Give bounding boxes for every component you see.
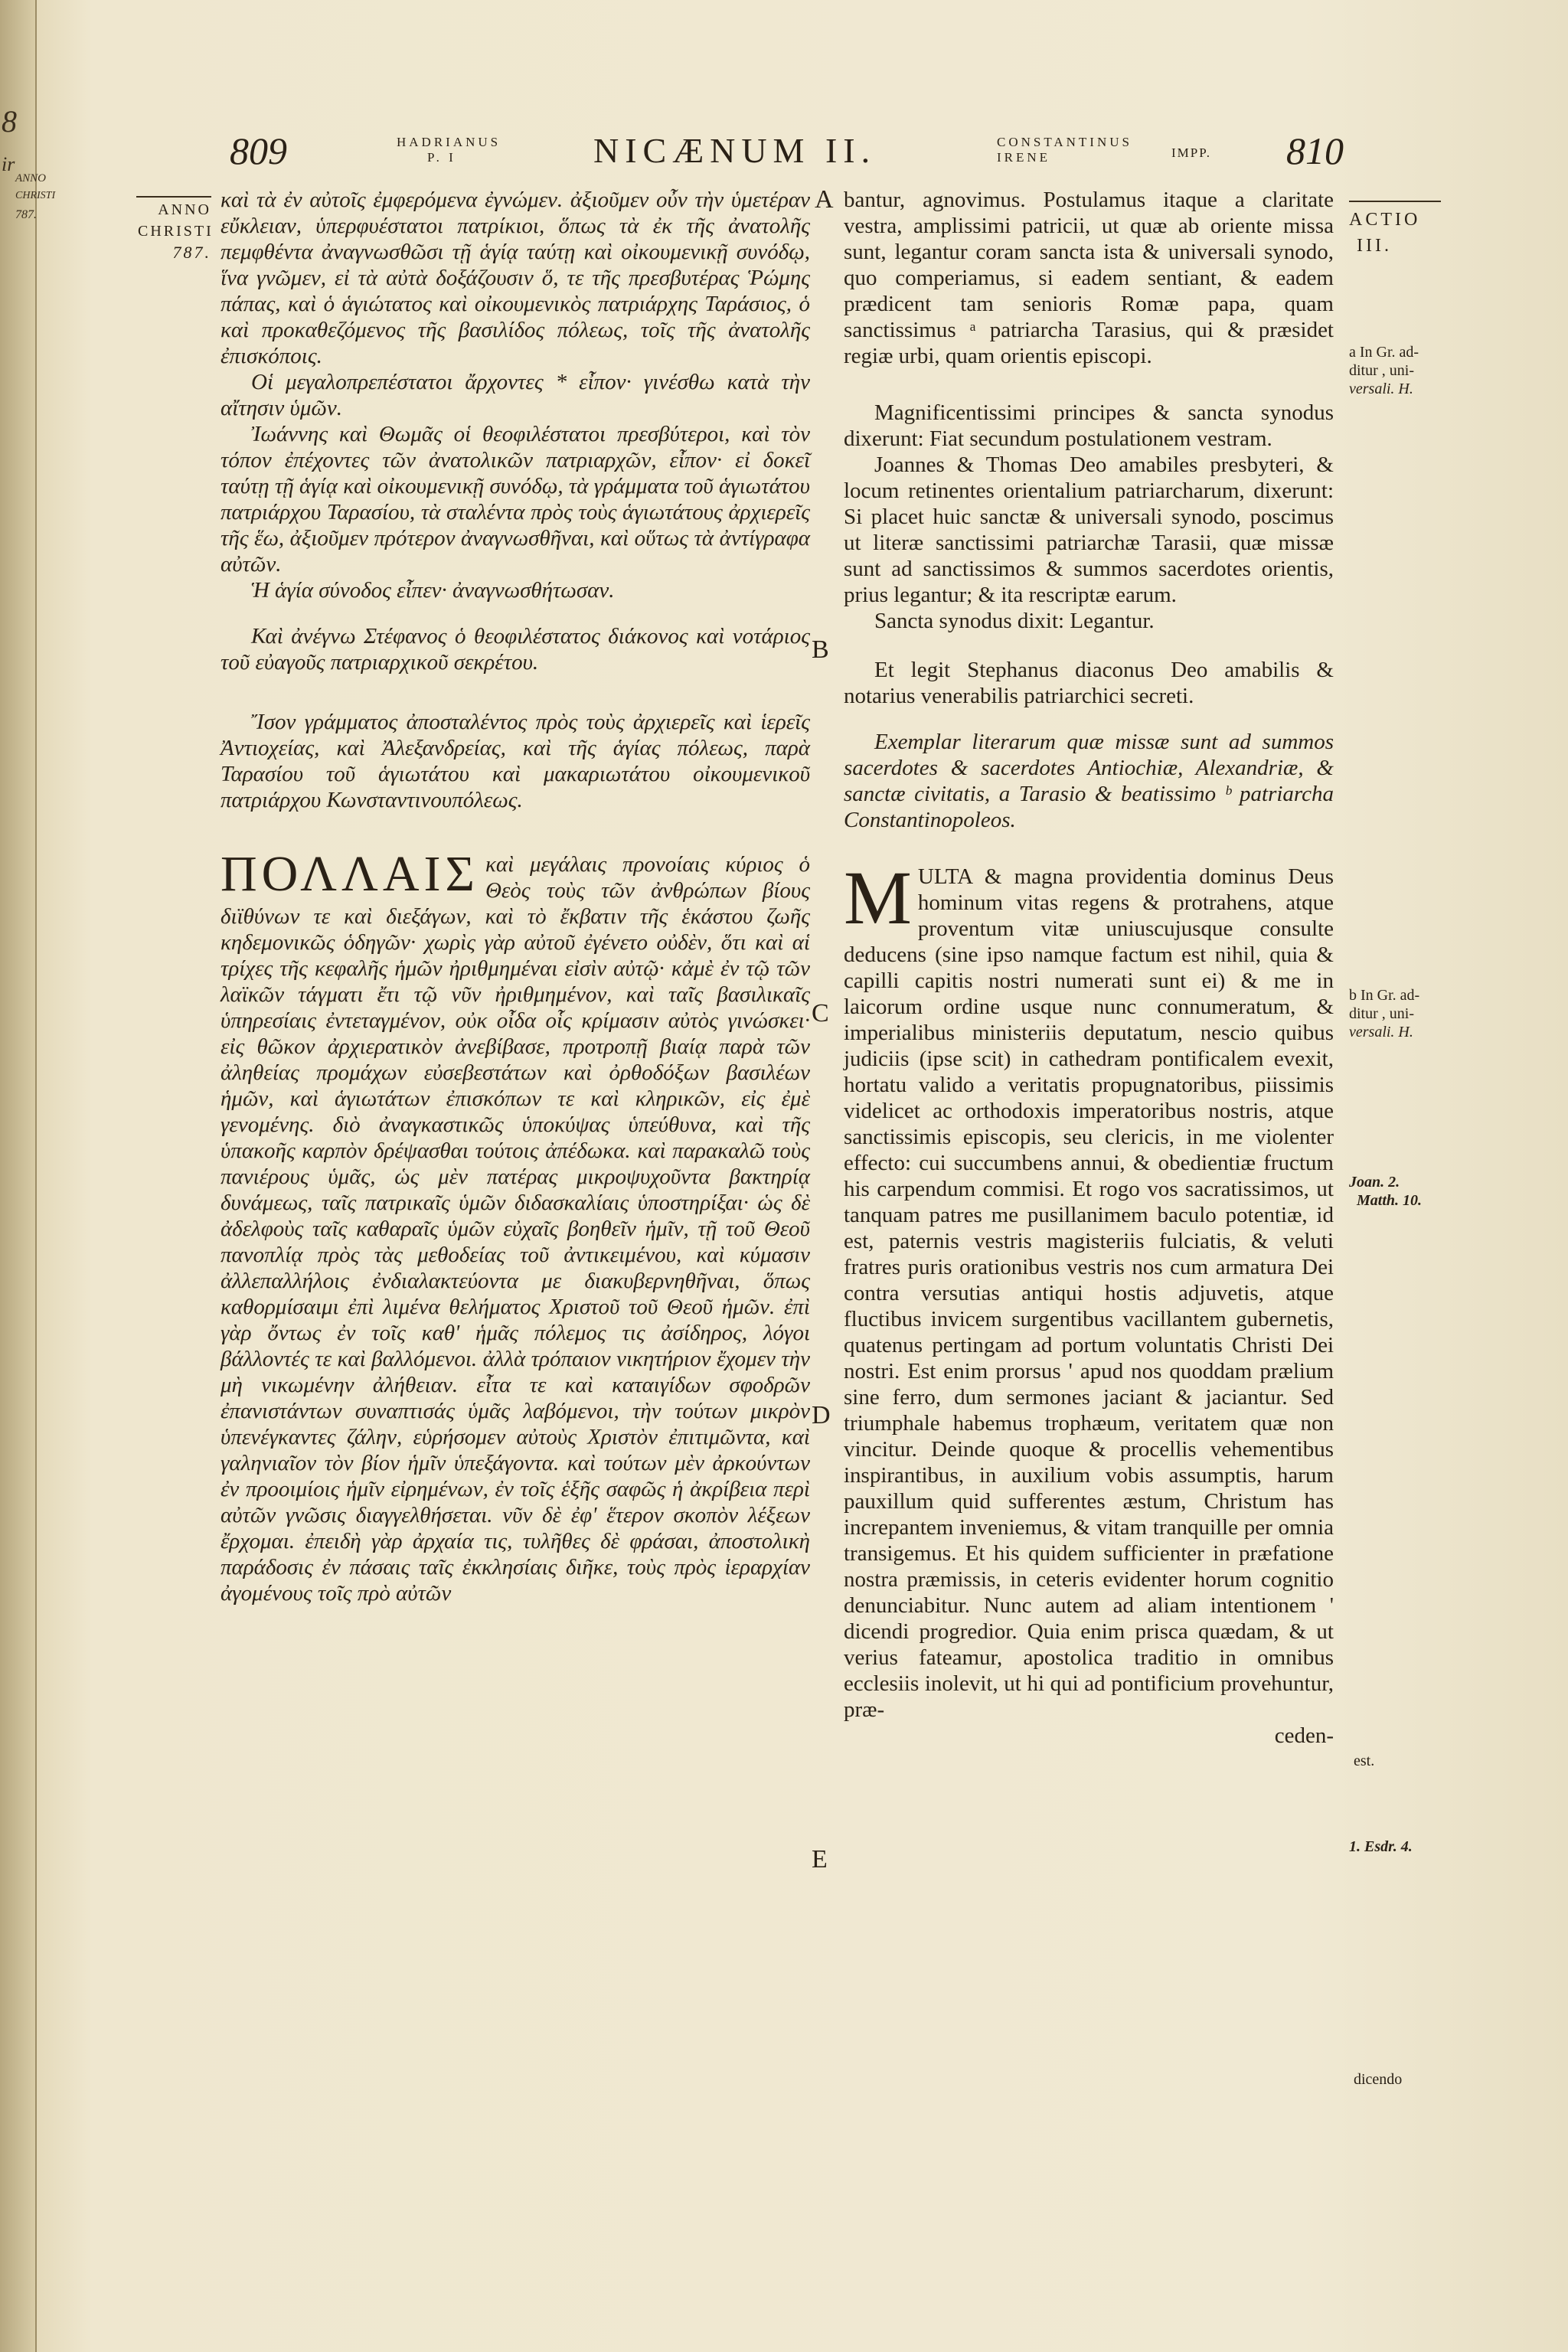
latin-paragraph-7 — [844, 855, 1334, 1723]
latin-paragraph-1: bantur, agnovimus. Postulamus itaque a claritate vestra, amplissimi patricii, ut quæ ab oriente missa sunt, legantur coram sancta ista & universali synodo, quo comperiamus, si eadem sentiant, & eadem prædicent tam senioris Romæ papa, quam sanctissimus ᵃ patriarcha Tarasius, qui & præsidet regiæ urbi, quam orientis episcopi. — [844, 188, 1334, 368]
gutter-fragment: ir — [2, 153, 15, 175]
footnote-b-line-2: ditur , uni- — [1349, 1005, 1414, 1022]
ref-matth: Matth. 10. — [1357, 1192, 1423, 1209]
latin-catchword: ceden- — [1274, 1723, 1334, 1748]
latin-paragraph-4: Sancta synodus dixit: Legantur. — [874, 609, 1155, 633]
margin-year-block — [138, 199, 214, 263]
greek-paragraph-2: Οἱ μεγαλοπρεπέστατοι ἄρχοντες * εἶπον· γινέσθω κατὰ τὴν αἴτησιν ὑμῶν. — [220, 370, 810, 420]
actio-block — [1349, 207, 1420, 259]
emperor-right-2: IRENE — [997, 150, 1051, 165]
footnote-b-line-1: b In Gr. ad- — [1349, 987, 1420, 1004]
page-number-right: 810 — [1286, 129, 1344, 172]
gutter-year: 787. — [15, 208, 37, 221]
section-letter-a: A — [815, 185, 834, 214]
footnote-b — [1349, 986, 1419, 1041]
emperor-left: HADRIANUS — [397, 135, 501, 149]
footnote-est: est. — [1354, 1753, 1375, 1769]
emperor-left-sub: P. I — [427, 150, 456, 165]
latin-letter-title: Exemplar literarum quæ missæ sunt ad summos sacerdotes & sacerdotes Antiochiæ, Alexandriæ, & sanctæ civitatis, a Tarasio & beatissimo ᵇ patriarcha Constantinopoleos. — [844, 730, 1334, 832]
greek-paragraph-7-text: καὶ μεγάλαις προνοίαις κύριος ὁ Θεὸς τοὺς τῶν ἀνθρώπων βίους διϊθύνων τε καὶ διεξάγων, καὶ τὸ ἔκβατιν τῆς ἑκάστου ζωῆς κηδεμονικῶς ὁδηγῶν· χωρὶς γὰρ αὐτοῦ ἐγένετο οὐδὲν, ὅτι καὶ αἱ τρίχες τῆς κεφαλῆς ἡμῶν ἠριθμημέναι εἰσὶν αὐτῷ· κἀμὲ ἐν τῷ τῶν λαϊκῶν τάγματι ἔτι τῷ νῦν ἠριθμημένον, καὶ ταῖς βασιλικαῖς ὑπηρεσίαις ἐντεταγμένον, οὐκ οἶδα οἷς κρίμασιν αὐτὸς γινώσκει· εἰς θῶκον ἀρχιερατικὸν ἀνεβίβασε, προτροπῇ βιαίᾳ παρὰ τῶν ἀληθείας προμάχων εὐσεβεστάτων καὶ ὀρθοδόξων βασιλέων ἡμῶν, καὶ ἁγιωτάτων ἐπισκόπων τε καὶ κληρικῶν, εἰς ἐμὲ γενομένης. διὸ ἀναγκαστικῶς ὑποκύψας ὑπεύθυνα, καὶ τῆς ὑπακοῆς καρπὸν δρέψασθαι τούτοις ἀπέδωκα. καὶ παρακαλῶ τοὺς πανιέρους ὑμᾶς, ὡς μὲν πατέρας μικροψυχοῦντα βακτηρίᾳ δυνάμεως, ταῖς πατρικαῖς ὑμῶν διδασκαλίαις ὑποστηρίξαι· ὡς δὲ ἀδελφοὺς ταῖς καθαραῖς ὑμῶν εὐχαῖς βοηθεῖν ἡμῖν, τῇ τοῦ Θεοῦ πανοπλίᾳ πρὸς τὰς μεθοδείας τοῦ ἀντικειμένου, καὶ κύμασιν ἀλλεπαλλήλοις ἐνδιαλακτεύοντα με διακυβερνηθῆναι, ὅπως καθορμίσαιμι ἐπὶ λιμένα θελήματος Χριστοῦ τοῦ Θεοῦ ἡμῶν. ἐπὶ γὰρ ὄντως ἐν τοῖς καθ' ἡμᾶς πόλεμος τις ἀσίδηρος, λόγοι βάλλοντές τε καὶ βαλλόμενοι. ἀλλὰ τρόπαιον νικητήριον ἔχομεν τὴν μὴ νικωμένην ἀλήθειαν. εἶτα τε καὶ καταιγίδων σφοδρῶν ἐπανιστάντων συναπτισάς ὑμᾶς λαβόμενοι, τὴν τούτων μικρὸν ὑπενέγκαντες ζάλην, εὑρήσομεν αὐτοὺς Χριστὸν ἐπιτιμῶντα, καὶ γαληνιαῖον τὸν βίον ἡμῖν ὑπεξάγοντα. καὶ τούτων μὲν ἀρκούντων ἐν προοιμίοις ἡμῖν εἰρημένων, ἐν τοῖς ἑξῆς σαφῶς ἡ ἀκρίβεια περὶ αὐτῶν γνῶσις διαγγελθήσεται. νῦν δὲ ἐφ' ἕτερον σκοπὸν λέξεων ἔρχομαι. ἐπειδὴ γὰρ ἀρχαία τις, τυλῆθες δὲ φράσαι, ἀποστολικὴ παράδοσις ἐν πάσαις ταῖς ἐκκλησίαις διῆκε, τοὺς πρὸς ἱεραρχίαν ἀγομένους τοῖς πρὸ αὐτῶν — [220, 852, 810, 1606]
greek-paragraph-3: Ἰωάννης καὶ Θωμᾶς οἱ θεοφιλέστατοι πρεσβύτεροι, καὶ τὸν τόπον ἐπέχοντες τῶν ἀνατολικῶν πατριαρχῶν, εἶπον· εἰ δοκεῖ ταύτῃ τῇ ἁγίᾳ καὶ οἰκουμενικῇ συνόδῳ, τὰ γράμματα τοῦ ἁγιωτάτου πατριάρχου Ταρασίου, τὰ σταλέντα πρὸς τοὺς ἁγιωτάτους ἀρχιερεῖς τῆς ἕω, ἀξιοῦμεν πρότερον ἀναγνωσθῆναι, καὶ οὕτως τὰ ἀντίγραφα αὐτῶν. — [220, 422, 810, 577]
footnote-a — [1349, 343, 1419, 398]
actio-label: ACTIO — [1349, 210, 1421, 230]
section-letter-d: D — [812, 1401, 831, 1429]
actio-number: III. — [1357, 236, 1392, 256]
footnote-a-line-2: ditur , uni- — [1349, 362, 1414, 379]
greek-paragraph-1: καὶ τὰ ἐν αὐτοῖς ἐμφερόμενα ἐγνώμεν. ἀξιοῦμεν οὖν τὴν ὑμετέραν εὔκλειαν, ὑπερφυέστατοι πατρίκιοι, ὅπως τὰ ἐκ τῆς ἀνατολῆς πεμφθέντα ἀναγνωσθῶσι τῇ ἁγίᾳ ταύτῃ καὶ οἰκουμενικῇ συνόδῳ, ἵνα γνῶμεν, εἰ τὰ αὐτὰ δοξάζουσιν ὅ, τε τῆς πρεσβυτέρας Ῥώμης πάπας, καὶ ὁ ἁγιώτατος καὶ οἰκουμενικὸς πατριάρχης Ταράσιος, ὁ καὶ προκαθεζόμενος τῆς βασιλίδος πόλεως, τοῖς τῆς ἀνατολῆς ἐπισκόποις. — [220, 188, 810, 368]
greek-column — [220, 187, 810, 1606]
gutter-page-number: 8 — [2, 104, 17, 139]
margin-christi: CHRISTI — [138, 223, 214, 240]
greek-drop-cap: ΠΟΛΛΑΙΣ — [220, 846, 479, 902]
greek-paragraph-7 — [220, 846, 810, 1606]
running-head-left — [397, 135, 501, 165]
latin-paragraph-2: Magnificentissimi principes & sancta synodus dixerunt: Fiat secundum postulationem vestram. — [844, 400, 1334, 451]
running-head-right — [997, 135, 1132, 165]
footnote-a-line-1: a In Gr. ad- — [1349, 344, 1419, 361]
latin-column — [844, 187, 1334, 1749]
page-number-left: 809 — [230, 129, 287, 172]
ref-joan: Joan. 2. — [1349, 1174, 1400, 1191]
latin-paragraph-3: Joannes & Thomas Deo amabiles presbyteri, & locum retinentes orientalium patriarcharum, dixerunt: Si placet huic sanctæ & universali synodo, poscimus ut literæ sanctissimi patriarchæ Tarasii, quæ missæ sunt ad sanctissimos & summos sacerdotes orientis, prius legantur; & ita rescriptæ earum. — [844, 452, 1334, 607]
latin-paragraph-7-text: ULTA & magna providentia dominus Deus hominum vitas regens & protrahens, atque proventum vitæ uniuscujusque consulte deducens (sine ipso namque factum est nihil, quia & capilli capitis nostri numerati sunt ei) & me in laicorum ordine usque nunc connumeratum, & imperialibus ministeriis deputatum, nescio quibus judiciis (ipse scit) in cathedram pontificalem evexit, hortatu valido a veritatis propugnatoribus, piissimis videlicet ac orthodoxis imperatoribus nostris, atque sanctissimis episcopis, seu clericis, in me violenter effecto: cui succumbens annui, & obedientiæ fructum his carpendum commisi. Et rogo vos sacratissimos, ut tanquam patres me pusillanimem baculo potentiæ, id est, paternis vestris magisteriis fulciatis, & veluti fratres puris orationibus vestris nos cum armatura Dei contra versutias antiqui hostis adjuvetis, atque fluctibus invicem surgentibus vacillantem gubernetis, quatenus pertingam ad portum voluntatis Christi Dei nostri. Est enim prorsus ' apud nos quoddam prælium sine ferro, dum sermones jaciant & jaciantur. Sed triumphale habemus trophæum, veritatem quæ non vincitur. Deinde quoque & procellis vehementibus inspirantibus, in auxilium vobis assumptis, harum pauxillum quid sufferentes æstum, Christum has increpantem inveniemus, & vitam tranquille per omnia transigemus. Et his quidem sufficienter in præfatione nostra præmissis, in ceteris evidenter horum cognitio denunciabitur. Nunc autem ad aliam intentionem ' dicendi progredior. Quia enim prisca quædam, & ut verius fateamur, apostolica traditio in omnibus ecclesiis inolevit, ut hi qui ad pontificium provehuntur, præ- — [844, 864, 1334, 1722]
emperor-right-1: CONSTANTINUS — [997, 135, 1132, 149]
footnote-b-line-3: versali. H. — [1349, 1024, 1413, 1040]
margin-year: 787. — [172, 243, 211, 262]
section-letter-c: C — [812, 999, 829, 1027]
footnote-dicendo: dicendo — [1354, 2071, 1403, 2088]
scripture-reference-esdras: 1. Esdr. 4. — [1349, 1838, 1413, 1855]
latin-drop-cap: M — [844, 855, 912, 940]
imperator-label: IMPP. — [1171, 145, 1212, 160]
left-margin-rule — [136, 196, 211, 198]
margin-anno: ANNO — [158, 201, 211, 218]
footnote-a-line-3: versali. H. — [1349, 381, 1413, 397]
greek-paragraph-5: Καὶ ἀνέγνω Στέφανος ὁ θεοφιλέστατος διάκονος καὶ νοτάριος τοῦ εὐαγοῦς πατριαρχικοῦ σεκρέτου. — [220, 624, 810, 675]
latin-paragraph-5: Et legit Stephanus diaconus Deo amabilis & notarius venerabilis patriarchici secreti. — [844, 658, 1334, 708]
section-letter-b: B — [812, 635, 829, 664]
gutter-anno: ANNO — [15, 172, 47, 185]
greek-paragraph-4: Ἡ ἁγία σύνοδος εἶπεν· ἀναγνωσθήτωσαν. — [251, 578, 615, 603]
scripture-reference-gospels — [1349, 1173, 1422, 1210]
facing-page-edge — [0, 0, 56, 2352]
greek-letter-title: Ἴσον γράμματος ἀποσταλέντος πρὸς τοὺς ἀρχιερεῖς καὶ ἱερεῖς Ἀντιοχείας, καὶ Ἀλεξανδρείας, καὶ τῆς ἁγίας πόλεως, παρὰ Ταρασίου τοῦ ἁγιωτάτου καὶ μακαριωτάτου οἰκουμενικοῦ πατριάρχου Κωνσταντινουπόλεως. — [220, 710, 810, 812]
right-margin-rule — [1349, 201, 1441, 202]
page-title: NICÆNUM II. — [593, 131, 877, 170]
gutter-christi: CHRISTI — [15, 190, 56, 201]
section-letter-e: E — [812, 1845, 828, 1873]
